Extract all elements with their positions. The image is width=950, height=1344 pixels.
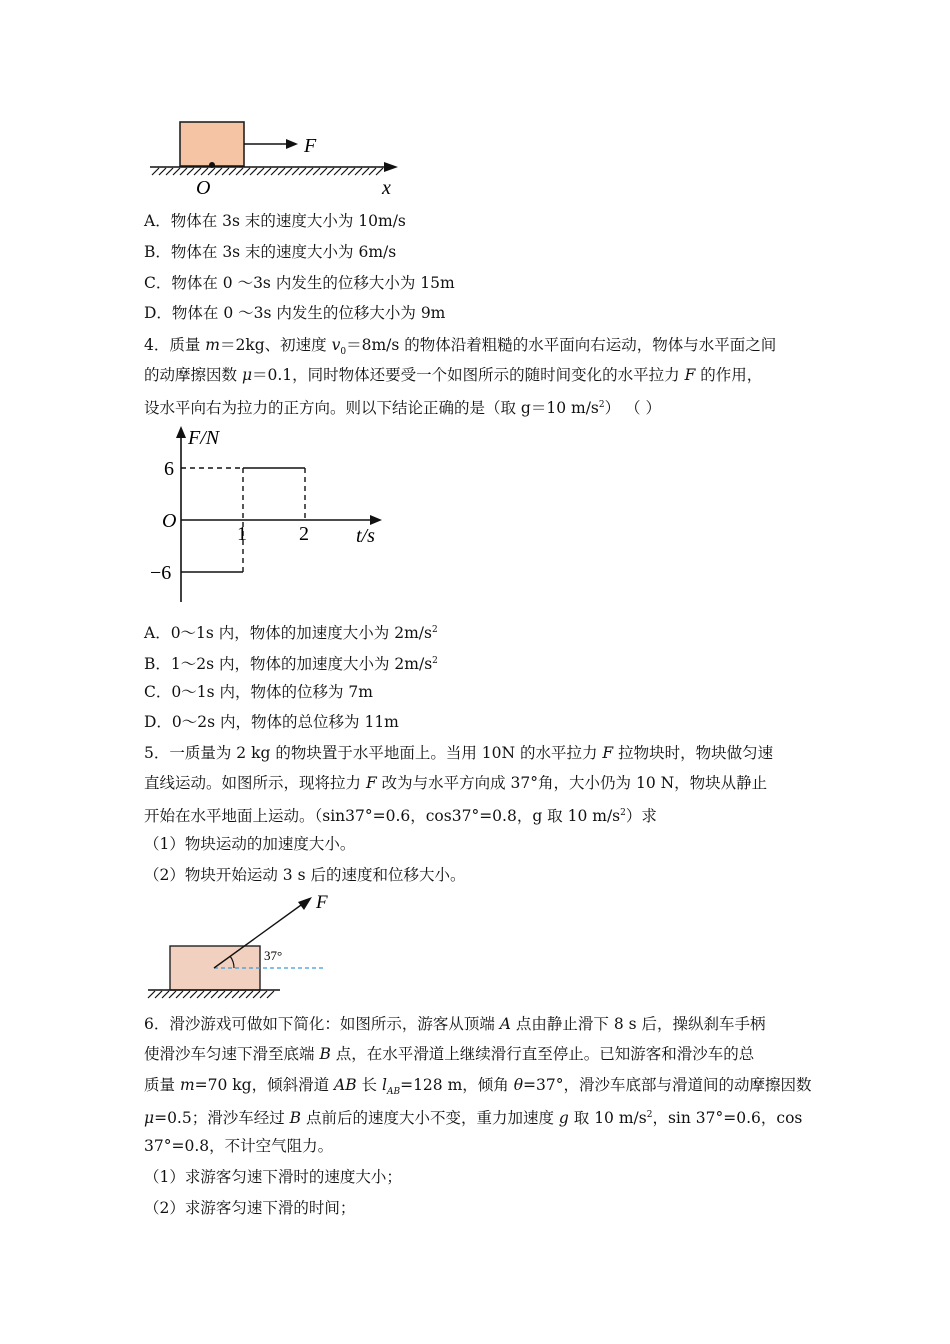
q4-line-3: 设水平向右为拉力的正方向。则以下结论正确的是（取 g＝10 $m/s^2$） （ ）: [144, 399, 661, 418]
force-arrow: [214, 900, 308, 968]
q5-line-2: 直线运动。如图所示，现将拉力 F 改为与水平方向成 37°角，大小仍为 10 N，物块从静止: [144, 774, 768, 792]
ground-hatching: [148, 991, 274, 998]
q6-sub-2: （2）求游客匀速下滑的时间；: [144, 1199, 356, 1217]
force-time-chart: [144, 422, 394, 608]
q3-option-d: D．物体在 0 ～3s 内发生的位移大小为 9m: [144, 304, 446, 322]
x-axis-arrowhead: [384, 162, 398, 172]
q5-sub-2: （2）物块开始运动 3 s 后的速度和位移大小。: [144, 866, 466, 884]
q6-line-2: 使滑沙车匀速下滑至底端 B 点，在水平滑道上继续滑行直至停止。已知游客和滑沙车的总: [144, 1045, 755, 1063]
origin-label: O: [196, 177, 211, 199]
q4-line-2: 的动摩擦因数 μ＝0.1，同时物体还要受一个如图所示的随时间变化的水平拉力 F 的作用，: [144, 366, 763, 384]
q6-line-1: 6．滑沙游戏可做如下简化：如图所示，游客从顶端 A 点由静止滑下 8 s 后，操纵刹车手柄: [144, 1015, 766, 1033]
force-label: F: [316, 892, 328, 913]
q3-option-c: C．物体在 0 ～3s 内发生的位移大小为 15m: [144, 274, 455, 292]
origin-label: O: [162, 510, 177, 532]
force-arrowhead: [286, 139, 298, 149]
x-tick-label-2: 2: [299, 523, 309, 545]
q5-line-3: 开始在水平地面上运动。（sin37°=0.6，cos37°=0.8，g 取 10 $m/s^2$）求: [144, 807, 657, 826]
x-tick-label-1: 1: [237, 523, 247, 545]
figure-angled-force: [144, 892, 344, 1002]
x-axis-arrowhead: [370, 515, 382, 525]
y-tick-label-0: 6: [164, 458, 174, 480]
figure-block-force: [148, 116, 408, 200]
q6-line-4: μ=0.5；滑沙车经过 B 点前后的速度大小不变，重力加速度 g 取 10 $m/s^2$，sin 37°=0.6，cos: [144, 1109, 803, 1128]
y-axis-label: F/N: [188, 427, 220, 449]
x-axis-label: t/s: [356, 525, 375, 547]
q4-option-d: D．0～2s 内，物体的总位移为 11m: [144, 713, 399, 731]
block: [180, 122, 244, 166]
q5-line-1: 5．一质量为 2 kg 的物块置于水平地面上。当用 10N 的水平拉力 F 拉物块时，物块做匀速: [144, 744, 774, 762]
y-axis-arrowhead: [176, 426, 186, 438]
q4-option-b: B．1～2s 内，物体的加速度大小为 $2m/s^2$: [144, 655, 438, 674]
angle-label: 37°: [264, 948, 283, 963]
q3-option-a: A．物体在 3s 末的速度大小为 10m/s: [144, 212, 406, 230]
force-arrowhead: [298, 897, 312, 910]
q4-line-1: 4．质量 m＝2kg、初速度 $v_0=8m/s$ 的物体沿着粗糙的水平面向右运动，物体与水平面之间: [144, 336, 777, 358]
q6-line-3: 质量 m=70 kg，倾斜滑道 AB 长 $l_{AB}=128$ m，倾角 θ=37°，滑沙车底部与滑道间的动摩擦因数: [144, 1076, 812, 1098]
q4-option-a: A．0～1s 内，物体的加速度大小为 $2m/s^2$: [144, 624, 438, 643]
q6-line-5: 37°=0.8，不计空气阻力。: [144, 1137, 334, 1155]
ground-hatching: [152, 168, 383, 175]
x-axis-label: x: [382, 177, 391, 199]
q5-sub-1: （1）物块运动的加速度大小。: [144, 835, 356, 853]
y-tick-label-1: −6: [150, 562, 172, 584]
q6-sub-1: （1）求游客匀速下滑时的速度大小；: [144, 1168, 402, 1186]
q3-option-b: B．物体在 3s 末的速度大小为 6m/s: [144, 243, 397, 261]
q4-option-c: C．0～1s 内，物体的位移为 7m: [144, 683, 373, 701]
force-label: F: [304, 135, 317, 157]
